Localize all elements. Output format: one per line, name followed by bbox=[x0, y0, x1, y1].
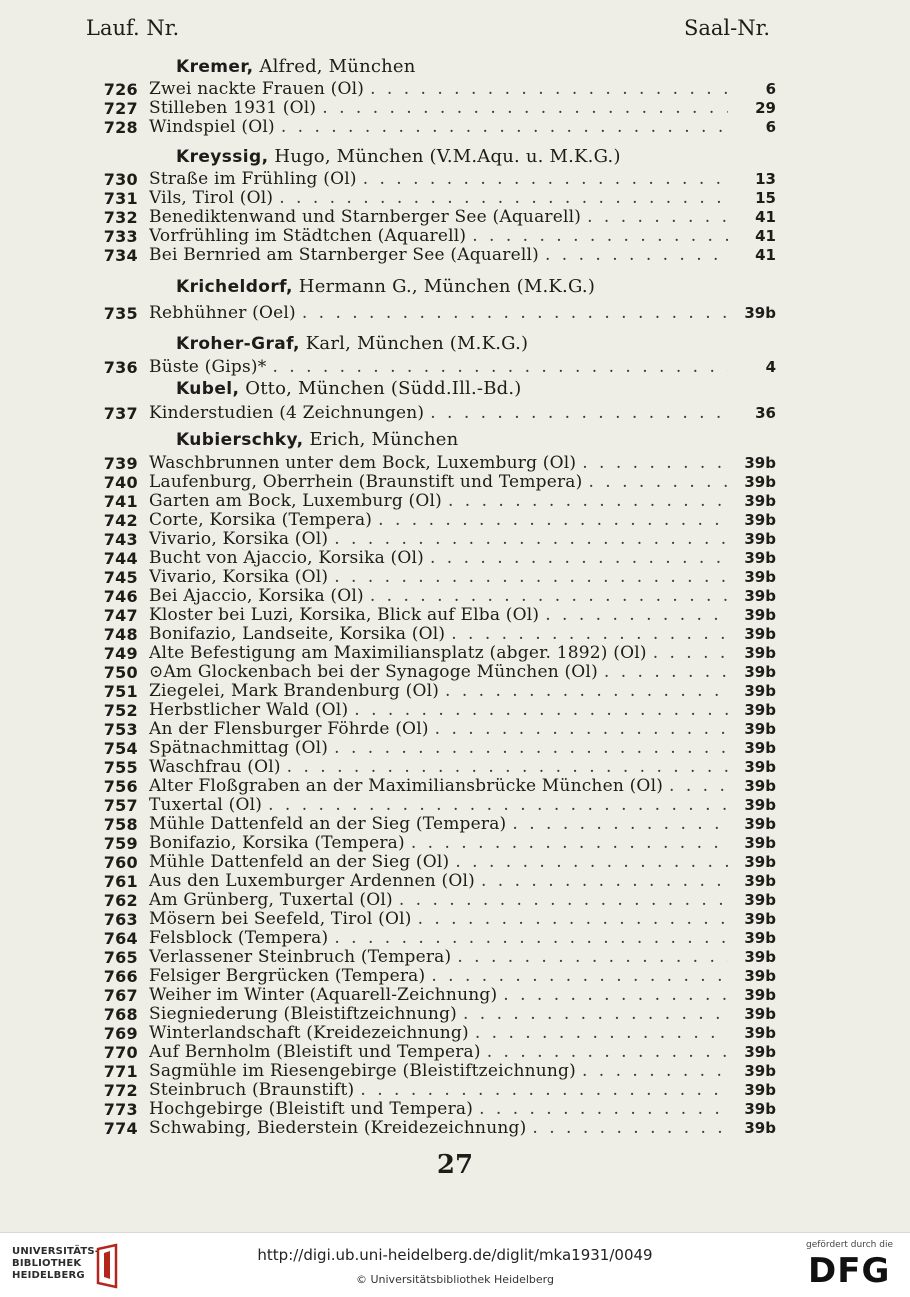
catalog-entry bbox=[96, 644, 776, 663]
entry-room: 39b bbox=[744, 777, 776, 795]
catalog-entry bbox=[96, 99, 776, 118]
entry-title: Mühle Dattenfeld an der Sieg (Tempera) bbox=[149, 815, 507, 834]
entry-title: Steinbruch (Braunstift) bbox=[149, 1081, 355, 1100]
entry-number: 745 bbox=[103, 568, 138, 587]
entry-title: Vivario, Korsika (Öl) bbox=[149, 530, 329, 549]
artist-info: Hugo, München (V.M.Aqu. u. M.K.G.) bbox=[268, 146, 621, 167]
catalog-entry bbox=[96, 625, 776, 644]
catalog-entry bbox=[96, 606, 776, 625]
catalog-entry bbox=[96, 739, 776, 758]
entry-title: Verlassener Steinbruch (Tempera) bbox=[149, 948, 452, 967]
catalog-entry bbox=[96, 720, 776, 739]
entry-number: 752 bbox=[103, 701, 138, 720]
catalog-entry bbox=[96, 358, 776, 377]
artist-info: Karl, München (M.K.G.) bbox=[299, 333, 529, 354]
entry-room: 39b bbox=[744, 967, 776, 985]
entry-number: 774 bbox=[103, 1119, 138, 1138]
entry-room: 39b bbox=[744, 720, 776, 738]
entry-number: 728 bbox=[103, 118, 138, 137]
entry-number: 771 bbox=[103, 1062, 138, 1081]
entry-title: Bei Ajaccio, Korsika (Öl) bbox=[149, 587, 364, 606]
artist-heading bbox=[176, 378, 522, 400]
entry-room: 39b bbox=[744, 644, 776, 662]
entry-room: 39b bbox=[744, 1081, 776, 1099]
entry-title: Bucht von Ajaccio, Korsika (Öl) bbox=[149, 549, 424, 568]
entry-number: 768 bbox=[103, 1005, 138, 1024]
entry-room: 39b bbox=[744, 1119, 776, 1137]
entry-title: Mösern bei Seefeld, Tirol (Öl) bbox=[149, 910, 412, 929]
entry-room: 39b bbox=[744, 549, 776, 567]
entry-title: Windspiel (Öl) bbox=[149, 118, 275, 137]
entry-title: Bonifazio, Landseite, Korsika (Öl) bbox=[149, 625, 446, 644]
catalog-entry bbox=[96, 227, 776, 246]
entry-number: 773 bbox=[103, 1100, 138, 1119]
catalog-entry bbox=[96, 663, 776, 682]
entry-title: Kloster bei Luzi, Korsika, Blick auf Elba (Öl) bbox=[149, 606, 540, 625]
entry-title: Stilleben 1931 (Öl) bbox=[149, 99, 317, 118]
entry-room: 36 bbox=[755, 404, 776, 422]
entry-room: 39b bbox=[744, 986, 776, 1004]
entry-title: Waschbrunnen unter dem Bock, Luxemburg (Öl) bbox=[149, 454, 577, 473]
entry-number: 753 bbox=[103, 720, 138, 739]
entry-title: ⊙Am Glockenbach bei der Synagoge München (Öl) bbox=[149, 663, 598, 682]
entry-room: 39b bbox=[744, 492, 776, 510]
permalink-url[interactable]: http://digi.ub.uni-heidelberg.de/diglit/mka1931/0049 bbox=[257, 1246, 653, 1264]
entry-title: Bonifazio, Korsika (Tempera) bbox=[149, 834, 405, 853]
entry-title: Am Grünberg, Tuxertal (Öl) bbox=[149, 891, 393, 910]
entry-number: 727 bbox=[103, 99, 138, 118]
catalog-entry bbox=[96, 1119, 776, 1138]
page-number: 27 bbox=[436, 1150, 474, 1180]
entry-title: Büste (Gips)* bbox=[149, 358, 267, 377]
entry-number: 762 bbox=[103, 891, 138, 910]
entry-number: 766 bbox=[103, 967, 138, 986]
entry-room: 39b bbox=[744, 682, 776, 700]
catalog-entry bbox=[96, 587, 776, 606]
entry-number: 732 bbox=[103, 208, 138, 227]
entry-number: 758 bbox=[103, 815, 138, 834]
entry-title: Tuxertal (Öl) bbox=[149, 796, 263, 815]
entry-number: 757 bbox=[103, 796, 138, 815]
artist-heading bbox=[176, 56, 416, 78]
catalog-entry bbox=[96, 454, 776, 473]
entry-room: 39b bbox=[744, 663, 776, 681]
artist-heading bbox=[176, 146, 621, 168]
entry-title: Schwabing, Biederstein (Kreidezeichnung) bbox=[149, 1119, 527, 1138]
library-logo-icon bbox=[90, 1241, 126, 1291]
entry-title: Straße im Frühling (Öl) bbox=[149, 170, 357, 189]
catalog-entry bbox=[96, 853, 776, 872]
catalog-entry bbox=[96, 682, 776, 701]
entry-number: 760 bbox=[103, 853, 138, 872]
catalog-entry bbox=[96, 948, 776, 967]
catalog-entry bbox=[96, 246, 776, 265]
catalog-entry bbox=[96, 796, 776, 815]
entry-title: Zwei nackte Frauen (Öl) bbox=[149, 80, 365, 99]
entry-number: 743 bbox=[103, 530, 138, 549]
entry-number: 750 bbox=[103, 663, 138, 682]
entry-title: Bei Bernried am Starnberger See (Aquarell) bbox=[149, 246, 539, 265]
entry-room: 15 bbox=[755, 189, 776, 207]
catalog-entry bbox=[96, 872, 776, 891]
artist-info: Otto, München (Südd.Ill.-Bd.) bbox=[239, 378, 522, 399]
entry-title: Benediktenwand und Starnberger See (Aquarell) bbox=[149, 208, 582, 227]
library-name: UNIVERSITÄTS- BIBLIOTHEK HEIDELBERG bbox=[12, 1246, 100, 1281]
entry-room: 39b bbox=[744, 1062, 776, 1080]
catalog-entry bbox=[96, 118, 776, 137]
entry-title: Vivario, Korsika (Öl) bbox=[149, 568, 329, 587]
entry-title: Felsblock (Tempera) bbox=[149, 929, 329, 948]
entry-number: 739 bbox=[103, 454, 138, 473]
entry-number: 751 bbox=[103, 682, 138, 701]
catalog-entry bbox=[96, 834, 776, 853]
catalog-entry bbox=[96, 492, 776, 511]
entry-room: 39b bbox=[744, 872, 776, 890]
entry-room: 39b bbox=[744, 473, 776, 491]
catalog-entry bbox=[96, 815, 776, 834]
entry-title: Winterlandschaft (Kreidezeichnung) bbox=[149, 1024, 469, 1043]
catalog-entry bbox=[96, 189, 776, 208]
entry-room: 39b bbox=[744, 606, 776, 624]
artist-info: Erich, München bbox=[303, 429, 459, 450]
entry-number: 744 bbox=[103, 549, 138, 568]
entry-room: 29 bbox=[755, 99, 776, 117]
entry-number: 749 bbox=[103, 644, 138, 663]
catalog-entry bbox=[96, 208, 776, 227]
catalog-entry bbox=[96, 170, 776, 189]
entry-number: 741 bbox=[103, 492, 138, 511]
entry-room: 39b bbox=[744, 815, 776, 833]
copyright-notice: © Universitätsbibliothek Heidelberg bbox=[355, 1273, 554, 1286]
catalog-entry bbox=[96, 473, 776, 492]
entry-room: 41 bbox=[755, 246, 776, 264]
catalog-entry bbox=[96, 1062, 776, 1081]
entry-title: Laufenburg, Oberrhein (Braunstift und Tempera) bbox=[149, 473, 583, 492]
entry-number: 735 bbox=[103, 304, 138, 323]
entry-number: 734 bbox=[103, 246, 138, 265]
entry-title: Sagmühle im Riesengebirge (Bleistiftzeichnung) bbox=[149, 1062, 576, 1081]
catalog-entry bbox=[96, 568, 776, 587]
dfg-logo: DFG bbox=[808, 1251, 891, 1291]
catalog-entry bbox=[96, 1100, 776, 1119]
artist-info: Alfred, München bbox=[253, 56, 416, 77]
entry-room: 39b bbox=[744, 454, 776, 472]
entry-number: 763 bbox=[103, 910, 138, 929]
entry-number: 767 bbox=[103, 986, 138, 1005]
entry-room: 13 bbox=[755, 170, 776, 188]
catalog-entry bbox=[96, 929, 776, 948]
entry-room: 39b bbox=[744, 796, 776, 814]
catalog-entry bbox=[96, 701, 776, 720]
entry-title: Aus den Luxemburger Ardennen (Öl) bbox=[149, 872, 475, 891]
artist-name: Kremer, bbox=[176, 57, 254, 77]
entry-title: Hochgebirge (Bleistift und Tempera) bbox=[149, 1100, 474, 1119]
entry-room: 39b bbox=[744, 568, 776, 586]
entry-title: Garten am Bock, Luxemburg (Öl) bbox=[149, 492, 442, 511]
entry-room: 6 bbox=[765, 80, 776, 98]
entry-title: Kinderstudien (4 Zeichnungen) bbox=[149, 404, 425, 423]
catalog-entry bbox=[96, 891, 776, 910]
entry-number: 747 bbox=[103, 606, 138, 625]
entry-number: 764 bbox=[103, 929, 138, 948]
catalog-entry bbox=[96, 511, 776, 530]
entry-room: 39b bbox=[744, 758, 776, 776]
catalog-entry bbox=[96, 530, 776, 549]
artist-name: Kreyssig, bbox=[176, 147, 269, 167]
catalog-entry bbox=[96, 1005, 776, 1024]
entry-number: 772 bbox=[103, 1081, 138, 1100]
entry-title: Corte, Korsika (Tempera) bbox=[149, 511, 373, 530]
entry-number: 746 bbox=[103, 587, 138, 606]
entry-number: 754 bbox=[103, 739, 138, 758]
header-room-number: Saal-Nr. bbox=[684, 16, 771, 40]
entry-room: 41 bbox=[755, 208, 776, 226]
entry-title: Spätnachmittag (Öl) bbox=[149, 739, 329, 758]
entry-title: Alte Befestigung am Maximiliansplatz (abger. 1892) (Öl) bbox=[149, 644, 647, 663]
catalog-entry bbox=[96, 777, 776, 796]
entry-number: 736 bbox=[103, 358, 138, 377]
entry-title: An der Flensburger Föhrde (Öl) bbox=[149, 720, 429, 739]
entry-number: 737 bbox=[103, 404, 138, 423]
entry-title: Alter Floßgraben an der Maximiliansbrücke München (Öl) bbox=[149, 777, 664, 796]
entry-title: Rebhühner (Oel) bbox=[149, 304, 296, 323]
entry-title: Waschfrau (Öl) bbox=[149, 758, 281, 777]
catalog-entry bbox=[96, 549, 776, 568]
entry-room: 6 bbox=[765, 118, 776, 136]
entry-room: 4 bbox=[765, 358, 776, 376]
entry-number: 756 bbox=[103, 777, 138, 796]
artist-name: Kubel, bbox=[176, 379, 240, 399]
entry-number: 740 bbox=[103, 473, 138, 492]
entry-room: 39b bbox=[744, 1100, 776, 1118]
entry-number: 726 bbox=[103, 80, 138, 99]
entry-room: 39b bbox=[744, 853, 776, 871]
catalog-entry bbox=[96, 304, 776, 323]
catalog-entry bbox=[96, 1081, 776, 1100]
funding-note: gefördert durch die bbox=[806, 1240, 893, 1250]
entry-title: Felsiger Bergrücken (Tempera) bbox=[149, 967, 426, 986]
catalog-entry bbox=[96, 986, 776, 1005]
entry-room: 39b bbox=[744, 834, 776, 852]
catalog-entry bbox=[96, 80, 776, 99]
entry-number: 742 bbox=[103, 511, 138, 530]
entry-room: 39b bbox=[744, 739, 776, 757]
artist-heading bbox=[176, 333, 528, 355]
catalog-entry bbox=[96, 967, 776, 986]
entry-title: Siegniederung (Bleistiftzeichnung) bbox=[149, 1005, 457, 1024]
entry-number: 731 bbox=[103, 189, 138, 208]
entry-title: Vils, Tirol (Öl) bbox=[149, 189, 274, 208]
entry-number: 759 bbox=[103, 834, 138, 853]
catalog-entry bbox=[96, 1043, 776, 1062]
entry-room: 39b bbox=[744, 625, 776, 643]
entry-number: 748 bbox=[103, 625, 138, 644]
catalog-entry bbox=[96, 758, 776, 777]
artist-heading bbox=[176, 429, 458, 451]
entry-room: 39b bbox=[744, 304, 776, 322]
entry-room: 39b bbox=[744, 1043, 776, 1061]
artist-name: Kroher-Graf, bbox=[176, 334, 300, 354]
entry-room: 39b bbox=[744, 948, 776, 966]
entry-room: 39b bbox=[744, 929, 776, 947]
entry-number: 730 bbox=[103, 170, 138, 189]
catalog-entry bbox=[96, 404, 776, 423]
catalog-entry bbox=[96, 1024, 776, 1043]
entry-room: 39b bbox=[744, 910, 776, 928]
entry-room: 39b bbox=[744, 587, 776, 605]
artist-info: Hermann G., München (M.K.G.) bbox=[292, 276, 596, 297]
entry-room: 39b bbox=[744, 530, 776, 548]
entry-title: Mühle Dattenfeld an der Sieg (Öl) bbox=[149, 853, 450, 872]
entry-title: Ziegelei, Mark Brandenburg (Öl) bbox=[149, 682, 440, 701]
entry-number: 755 bbox=[103, 758, 138, 777]
entry-room: 39b bbox=[744, 1005, 776, 1023]
entry-title: Weiher im Winter (Aquarell-Zeichnung) bbox=[149, 986, 498, 1005]
artist-name: Kubierschky, bbox=[176, 430, 304, 450]
entry-room: 41 bbox=[755, 227, 776, 245]
entry-room: 39b bbox=[744, 891, 776, 909]
entry-number: 733 bbox=[103, 227, 138, 246]
entry-number: 770 bbox=[103, 1043, 138, 1062]
entry-number: 761 bbox=[103, 872, 138, 891]
artist-heading bbox=[176, 276, 595, 298]
header-running-number: Lauf. Nr. bbox=[86, 16, 180, 40]
entry-title: Herbstlicher Wald (Öl) bbox=[149, 701, 349, 720]
artist-name: Kricheldorf, bbox=[176, 277, 293, 297]
entry-number: 765 bbox=[103, 948, 138, 967]
entry-number: 769 bbox=[103, 1024, 138, 1043]
catalog-entry bbox=[96, 910, 776, 929]
entry-room: 39b bbox=[744, 511, 776, 529]
entry-title: Vorfrühling im Städtchen (Aquarell) bbox=[149, 227, 467, 246]
entry-room: 39b bbox=[744, 701, 776, 719]
viewer-footer bbox=[0, 1232, 910, 1297]
entry-room: 39b bbox=[744, 1024, 776, 1042]
entry-title: Auf Bernholm (Bleistift und Tempera) bbox=[149, 1043, 481, 1062]
